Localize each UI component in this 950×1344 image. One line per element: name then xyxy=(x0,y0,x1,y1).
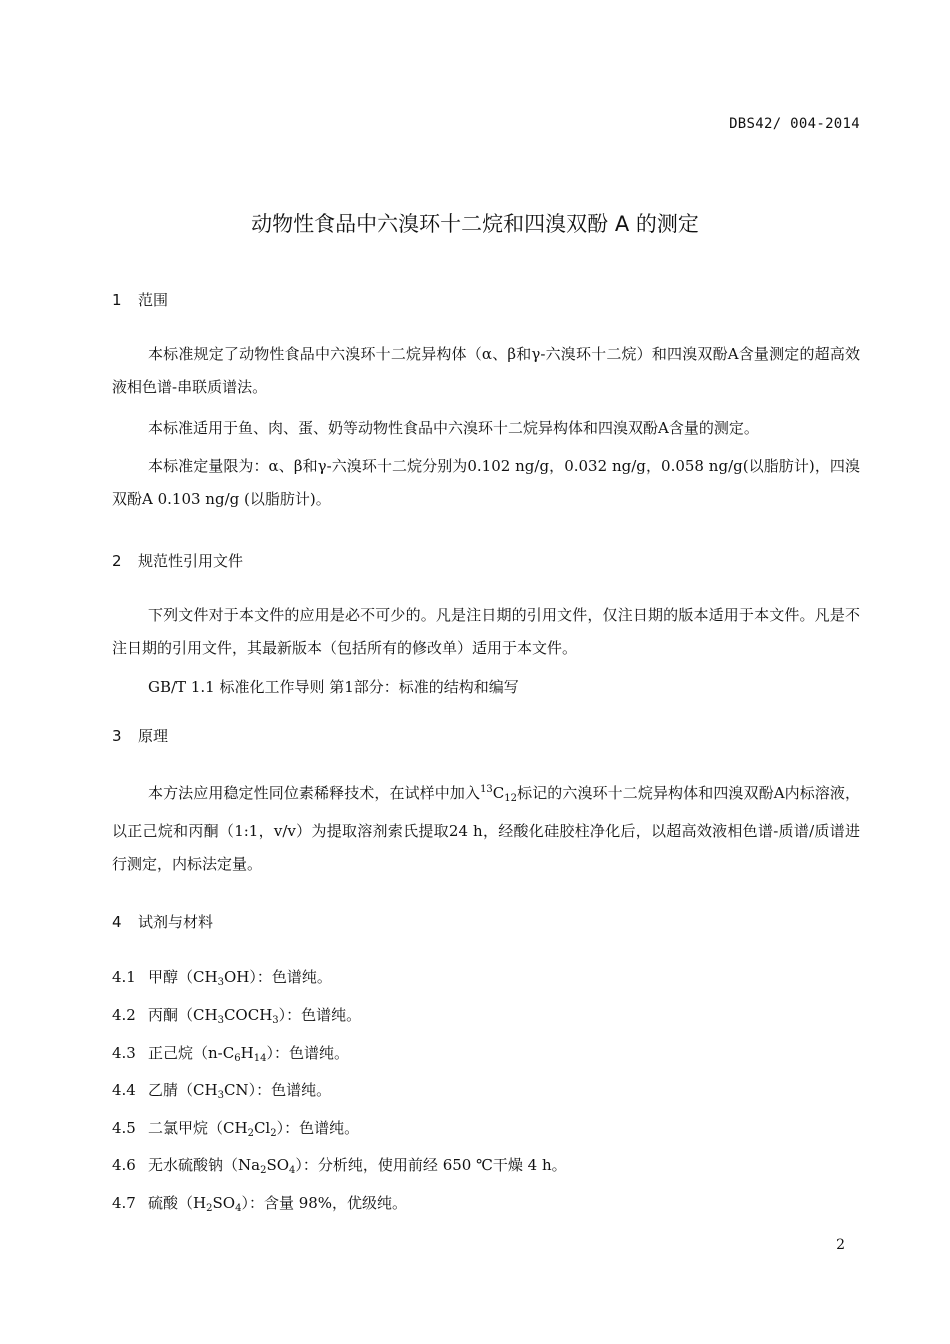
reagent-spec: ）：色谱纯。 xyxy=(249,968,332,986)
reagent-item xyxy=(112,1042,349,1064)
formula-part: H xyxy=(240,1044,254,1062)
scope-paragraph-3: 本标准定量限为：α、β和γ-六溴环十二烷分别为0.102 ng/g，0.032 ng/g，0.058 ng/g(以脂肪计)，四溴双酚A 0.103 ng/g (以脂肪计)。 xyxy=(112,457,860,508)
formula-subscript: 14 xyxy=(253,1053,267,1064)
formula-part: CH xyxy=(223,1119,248,1137)
reagent-name: 二氯甲烷（ xyxy=(148,1119,224,1137)
formula-part: CH xyxy=(193,1006,218,1024)
formula-subscript: 2 xyxy=(260,1165,267,1176)
reagent-item xyxy=(112,1079,331,1101)
item-number: 4.3 xyxy=(112,1044,136,1062)
formula-subscript: 4 xyxy=(235,1203,242,1214)
section-2-heading xyxy=(112,550,243,571)
formula-subscript: 2 xyxy=(206,1203,213,1214)
reagent-name: 乙腈（ xyxy=(148,1081,194,1099)
references-paragraph: 下列文件对于本文件的应用是必不可少的。凡是注日期的引用文件，仅注日期的版本适用于本文件。凡是不注日期的引用文件，其最新版本（包括所有的修改单）适用于本文件。 xyxy=(112,606,860,657)
reagent-spec: ）：含量 98%，优级纯。 xyxy=(241,1194,408,1212)
formula-subscript: 3 xyxy=(217,1015,224,1026)
reagent-name: 正己烷（ xyxy=(148,1044,209,1062)
reagent-item xyxy=(112,1004,361,1026)
section-title: 试剂与材料 xyxy=(138,913,214,931)
scope-paragraph-2: 本标准适用于鱼、肉、蛋、奶等动物性食品中六溴环十二烷异构体和四溴双酚A含量的测定。 xyxy=(148,419,759,437)
formula-part: Na xyxy=(238,1156,261,1174)
formula-part: CH xyxy=(193,968,218,986)
reference-gb-t-1-1: GB/T 1.1 标准化工作导则 第1部分：标准的结构和编写 xyxy=(148,678,519,696)
formula-part: SO xyxy=(212,1194,236,1212)
formula-part: n-C xyxy=(208,1044,235,1062)
item-number: 4.4 xyxy=(112,1081,136,1099)
document-title: 动物性食品中六溴环十二烷和四溴双酚 A 的测定 xyxy=(251,212,699,236)
section-1-heading xyxy=(112,289,168,310)
section-number: 3 xyxy=(112,727,122,745)
section-4-heading xyxy=(112,911,213,932)
section-number: 4 xyxy=(112,913,122,931)
formula-subscript: 2 xyxy=(247,1128,254,1139)
section-number: 1 xyxy=(112,291,122,309)
section-number: 2 xyxy=(112,552,122,570)
reagent-name: 甲醇（ xyxy=(148,968,194,986)
formula-subscript: 6 xyxy=(234,1053,241,1064)
item-number: 4.1 xyxy=(112,968,136,986)
section-title: 原理 xyxy=(138,727,169,745)
formula-part: COCH xyxy=(223,1006,273,1024)
reagent-spec: ）：色谱纯。 xyxy=(278,1006,362,1024)
reagent-spec: ）：色谱纯。 xyxy=(276,1119,360,1137)
principle-text-b: 标记的六溴环十二烷异构体和四溴双酚A内标溶液，以正己烷和丙酮（1:1，v/v）为提取溶剂索氏提取24 h，经酸化硅胶柱净化后，以超高效液相色谱-质谱/质谱进行测定，内标法定量。 xyxy=(112,784,860,873)
formula-part: SO xyxy=(266,1156,290,1174)
isotope-element: C xyxy=(492,784,505,802)
formula-part: CN xyxy=(223,1081,249,1099)
section-3-heading xyxy=(112,725,168,746)
principle-paragraph xyxy=(112,773,860,881)
formula-subscript: 3 xyxy=(217,977,224,988)
item-number: 4.7 xyxy=(112,1194,136,1212)
reagent-item xyxy=(112,1192,407,1214)
page-number: 2 xyxy=(836,1237,845,1253)
formula-part: H xyxy=(193,1194,207,1212)
item-number: 4.5 xyxy=(112,1119,136,1137)
reagent-spec: ）：色谱纯。 xyxy=(248,1081,332,1099)
isotope-mass-number: 13 xyxy=(480,784,493,795)
formula-part: Cl xyxy=(253,1119,271,1137)
reagent-item xyxy=(112,966,332,988)
item-number: 4.2 xyxy=(112,1006,136,1024)
isotope-count: 12 xyxy=(504,793,518,804)
formula-subscript: 4 xyxy=(289,1165,296,1176)
formula-part: OH xyxy=(223,968,250,986)
formula-subscript: 2 xyxy=(270,1128,277,1139)
scope-paragraph-1: 本标准规定了动物性食品中六溴环十二烷异构体（α、β和γ-六溴环十二烷）和四溴双酚A含量测定的超高效液相色谱-串联质谱法。 xyxy=(112,345,860,396)
formula-part: CH xyxy=(193,1081,218,1099)
principle-text-a: 本方法应用稳定性同位素稀释技术，在试样中加入 xyxy=(148,784,481,802)
reagent-spec: ）：色谱纯。 xyxy=(266,1044,349,1062)
reagent-name: 丙酮（ xyxy=(148,1006,194,1024)
document-code: DBS42/ 004-2014 xyxy=(729,116,860,132)
item-number: 4.6 xyxy=(112,1156,136,1174)
reagent-name: 无水硫酸钠（ xyxy=(148,1156,239,1174)
reagent-item xyxy=(112,1154,567,1176)
reagent-spec: ）：分析纯，使用前经 650 ℃干燥 4 h。 xyxy=(295,1156,567,1174)
section-title: 范围 xyxy=(138,291,169,309)
reagent-name: 硫酸（ xyxy=(148,1194,194,1212)
formula-subscript: 3 xyxy=(217,1090,224,1101)
formula-subscript: 3 xyxy=(272,1015,279,1026)
section-title: 规范性引用文件 xyxy=(138,552,244,570)
reagent-item xyxy=(112,1117,359,1139)
